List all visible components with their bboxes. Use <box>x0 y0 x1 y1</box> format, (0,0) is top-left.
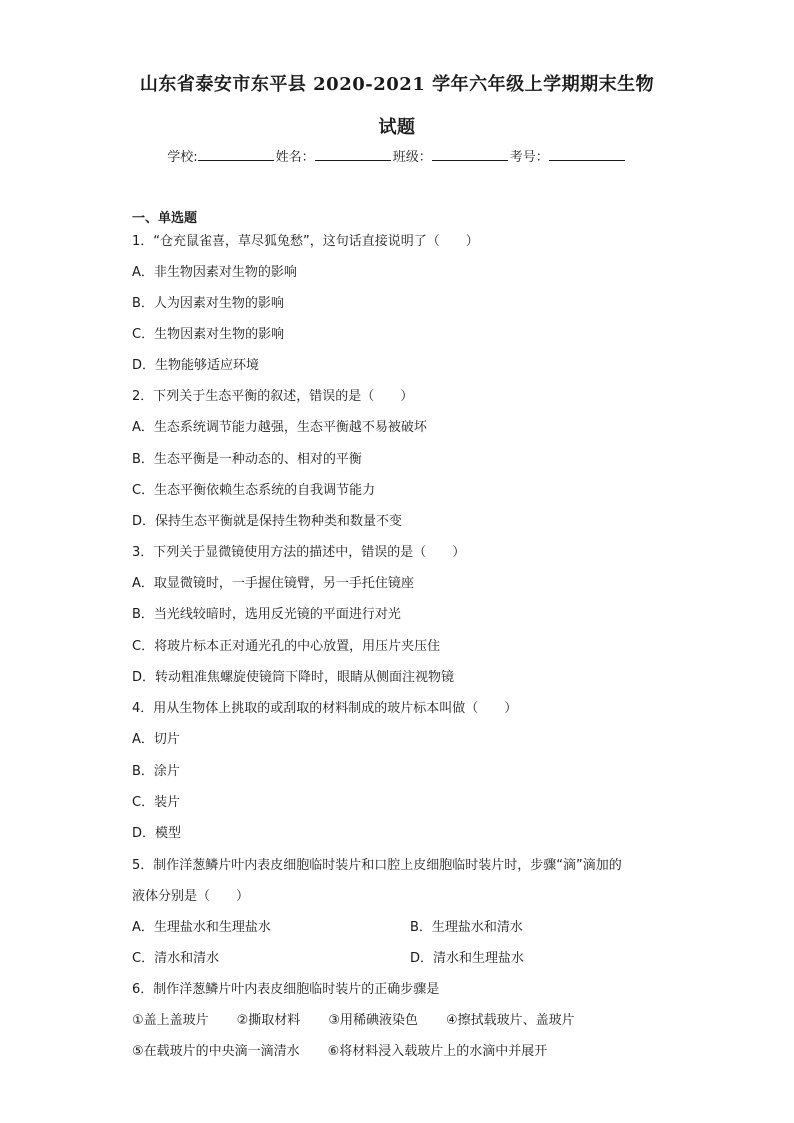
question-1-stem: 1．“仓充鼠雀喜，草尽狐兔愁”，这句话直接说明了（ ） <box>132 234 479 249</box>
question-2-option-a[interactable]: A．生态系统调节能力越强，生态平衡越不易被破坏 <box>132 420 427 435</box>
question-1-option-b[interactable]: B．人为因素对生物的影响 <box>132 296 284 311</box>
question-5-option-b[interactable]: B．生理盐水和清水 <box>410 920 523 935</box>
exam-title-line1: 山东省泰安市东平县 2020-2021 学年六年级上学期期末生物 <box>139 74 655 95</box>
question-1-option-c[interactable]: C．生物因素对生物的影响 <box>132 327 285 342</box>
question-1-option-a[interactable]: A．非生物因素对生物的影响 <box>132 265 297 280</box>
section-title: 一、单选题 <box>132 211 198 226</box>
step-2: ②撕取材料 <box>236 1013 301 1028</box>
step-1: ①盖上盖玻片 <box>132 1013 209 1028</box>
question-4-option-b[interactable]: B．涂片 <box>132 764 180 779</box>
exam-no-label: 考号： <box>509 150 549 165</box>
question-4-option-a[interactable]: A．切片 <box>132 732 180 747</box>
question-3-stem: 3．下列关于显微镜使用方法的描述中，错误的是（ ） <box>132 545 466 560</box>
question-6-steps-row1 <box>132 1012 575 1030</box>
class-label: 班级： <box>392 150 432 165</box>
question-5-stem-line1: 5．制作洋葱鳞片叶内表皮细胞临时装片和口腔上皮细胞临时装片时，步骤“滴”滴加的 <box>132 858 622 873</box>
exam-title-line2: 试题 <box>378 117 416 138</box>
question-2-option-b[interactable]: B．生态平衡是一种动态的、相对的平衡 <box>132 452 362 467</box>
question-2-stem: 2．下列关于生态平衡的叙述，错误的是（ ） <box>132 389 414 404</box>
question-3-option-b[interactable]: B．当光线较暗时，选用反光镜的平面进行对光 <box>132 607 401 622</box>
school-blank[interactable] <box>198 148 274 161</box>
step-5: ⑤在载玻片的中央滴一滴清水 <box>132 1044 300 1059</box>
name-blank[interactable] <box>315 148 391 161</box>
question-5-option-c[interactable]: C．清水和清水 <box>132 951 220 966</box>
student-info-row <box>0 146 794 165</box>
question-1-option-d[interactable]: D．生物能够适应环境 <box>132 358 260 373</box>
question-4-option-d[interactable]: D．模型 <box>132 826 182 841</box>
name-label: 姓名： <box>275 150 315 165</box>
question-4-option-c[interactable]: C．装片 <box>132 795 181 810</box>
question-3-option-d[interactable]: D．转动粗准焦螺旋使镜筒下降时，眼睛从侧面注视物镜 <box>132 670 455 685</box>
question-6-stem: 6．制作洋葱鳞片叶内表皮细胞临时装片的正确步骤是 <box>132 982 440 997</box>
school-label: 学校: <box>167 150 198 165</box>
question-3-option-c[interactable]: C．将玻片标本正对通光孔的中心放置，用压片夹压住 <box>132 639 441 654</box>
question-4-stem: 4．用从生物体上挑取的或刮取的材料制成的玻片标本叫做（ ） <box>132 701 518 716</box>
step-4: ④擦拭载玻片、盖玻片 <box>445 1013 575 1028</box>
exam-no-blank[interactable] <box>549 148 625 161</box>
question-2-option-c[interactable]: C．生态平衡依赖生态系统的自我调节能力 <box>132 483 376 498</box>
question-3-option-a[interactable]: A．取显微镜时，一手握住镜臂，另一手托住镜座 <box>132 576 414 591</box>
question-2-option-d[interactable]: D．保持生态平衡就是保持生物种类和数量不变 <box>132 514 403 529</box>
step-6: ⑥将材料浸入载玻片上的水滴中并展开 <box>327 1044 548 1059</box>
question-5-stem-line2: 液体分别是（ ） <box>132 889 250 904</box>
question-5-option-a[interactable]: A．生理盐水和生理盐水 <box>132 920 271 935</box>
class-blank[interactable] <box>432 148 508 161</box>
question-6-steps-row2 <box>132 1043 547 1061</box>
question-5-option-d[interactable]: D．清水和生理盐水 <box>410 951 525 966</box>
step-3: ③用稀碘液染色 <box>328 1013 418 1028</box>
